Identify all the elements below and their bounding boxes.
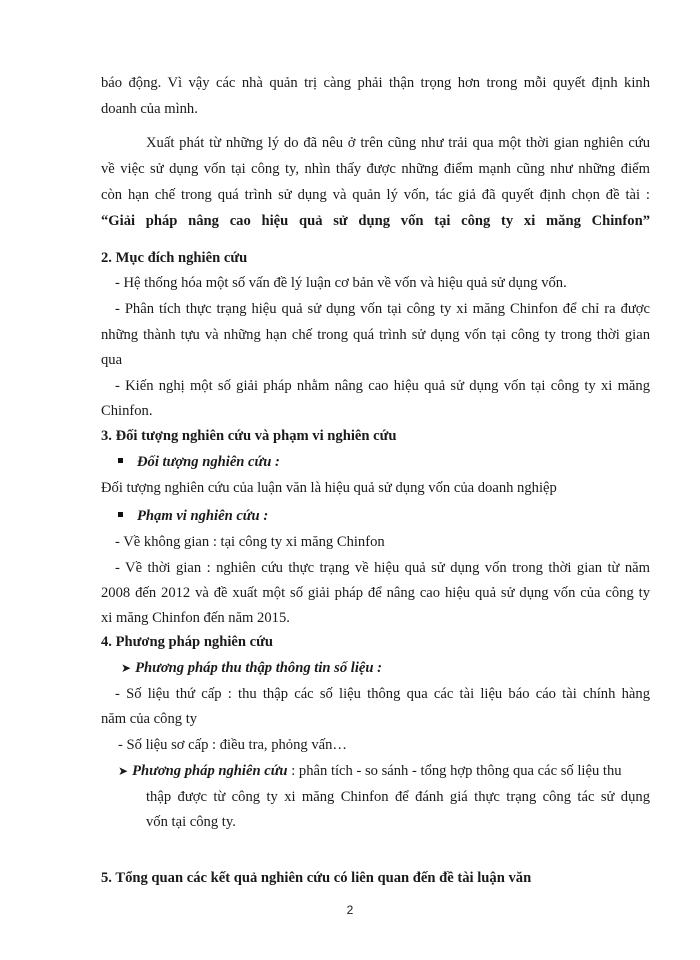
list-item: - Về thời gian : nghiên cứu thực trạng về hiệu quả sử dụng vốn trong thời gian từ năm	[115, 560, 650, 576]
paragraph-line: Xuất phát từ những lý do đã nêu ở trên cũng như trải qua một thời gian nghiên cứu	[146, 135, 650, 151]
paragraph-line: Đối tượng nghiên cứu của luận văn là hiệu quả sử dụng vốn của doanh nghiệp	[101, 480, 557, 496]
list-item: - Số liệu sơ cấp : điều tra, phỏng vấn…	[118, 737, 348, 753]
list-item: - Phân tích thực trạng hiệu quả sử dụng vốn tại công ty xi măng Chinfon để chỉ ra được	[115, 301, 650, 317]
paragraph-line: báo động. Vì vậy các nhà quản trị càng phải thận trọng hơn trong mỗi quyết định kinh	[101, 75, 650, 91]
section-heading-4: 4. Phương pháp nghiên cứu	[101, 634, 273, 650]
list-item: - Hệ thống hóa một số vấn đề lý luận cơ bản về vốn và hiệu quả sử dụng vốn.	[115, 275, 567, 291]
paragraph-line: xi măng Chinfon đến năm 2015.	[101, 610, 290, 626]
paragraph-line: 2008 đến 2012 và đề xuất một số giải pháp để nâng cao hiệu quả sử dụng vốn của công ty	[101, 585, 650, 601]
paragraph-line: còn hạn chế trong quá trình sử dụng và quản lý vốn, tác giả đã quyết định chọn đề tài :	[101, 187, 650, 203]
arrow-item	[121, 658, 650, 678]
paragraph-line: về việc sử dụng vốn tại công ty, nhìn thấy được những điểm mạnh cũng như những điểm	[101, 161, 650, 177]
section-heading-3: 3. Đối tượng nghiên cứu và phạm vi nghiên cứu	[101, 428, 397, 444]
arrow-item	[118, 761, 650, 781]
thesis-title: “Giải pháp nâng cao hiệu quả sử dụng vốn tại công ty xi măng Chinfon”	[101, 213, 650, 229]
paragraph-line: những thành tựu và những hạn chế trong quá trình sử dụng vốn tại công ty trong thời gian	[101, 327, 650, 343]
bullet-label: Phạm vi nghiên cứu :	[137, 508, 269, 524]
section-heading-5: 5. Tổng quan các kết quả nghiên cứu có liên quan đến đề tài luận văn	[101, 870, 532, 886]
bullet-item	[118, 452, 650, 472]
list-item: - Về không gian : tại công ty xi măng Chinfon	[115, 534, 385, 550]
arrow-item-label: Phương pháp nghiên cứu	[132, 763, 288, 779]
square-bullet-icon	[118, 512, 123, 517]
arrow-item-text: : phân tích - so sánh - tổng hợp thông qua các số liệu thu	[291, 763, 622, 779]
page-number: 2	[346, 903, 354, 917]
paragraph-line: qua	[101, 352, 123, 368]
section-heading-2: 2. Mục đích nghiên cứu	[101, 250, 248, 266]
arrow-bullet-icon: ➤	[118, 764, 129, 778]
square-bullet-icon	[118, 458, 123, 463]
paragraph-line: doanh của mình.	[101, 101, 198, 117]
arrow-bullet-icon: ➤	[121, 661, 132, 675]
paragraph-line: năm của công ty	[101, 711, 198, 727]
bullet-label: Đối tượng nghiên cứu :	[137, 454, 280, 470]
list-item: - Số liệu thứ cấp : thu thập các số liệu thông qua các tài liệu báo cáo tài chính hàng	[115, 686, 650, 702]
list-item: - Kiến nghị một số giải pháp nhằm nâng cao hiệu quả sử dụng vốn tại công ty xi măng	[115, 378, 650, 394]
bullet-item	[118, 506, 650, 526]
paragraph-line: Chinfon.	[101, 403, 153, 419]
paragraph-line: thập được từ công ty xi măng Chinfon để đánh giá thực trạng công tác sử dụng	[146, 789, 650, 805]
arrow-item-label: Phương pháp thu thập thông tin số liệu :	[135, 660, 382, 676]
paragraph-line: vốn tại công ty.	[146, 814, 236, 830]
